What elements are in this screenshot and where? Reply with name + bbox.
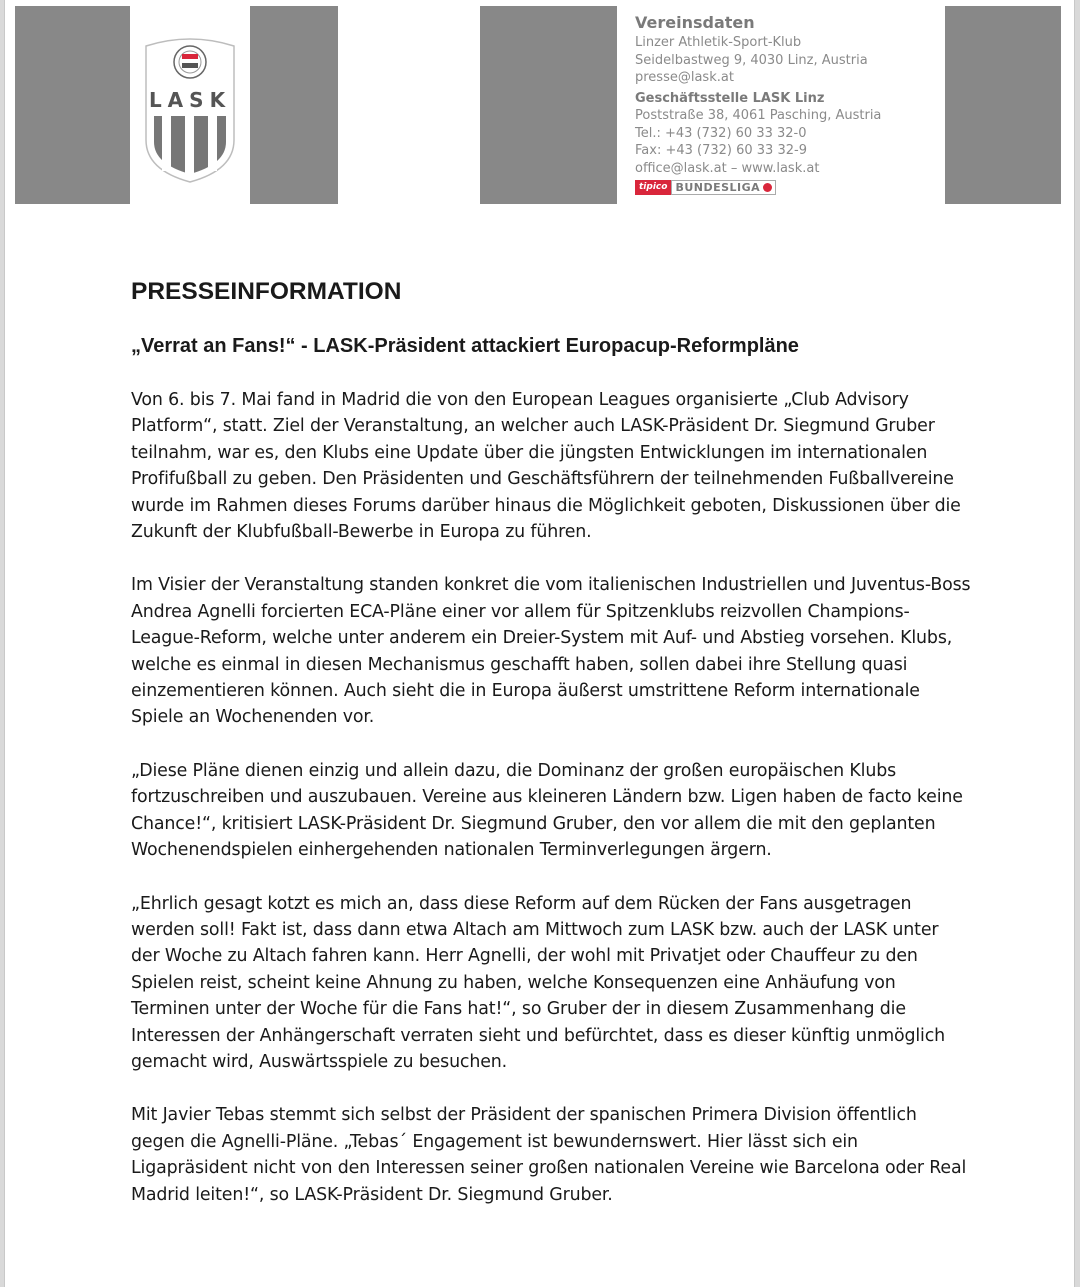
office-section-title: Geschäftsstelle LASK Linz xyxy=(635,90,825,106)
bundesliga-logo xyxy=(635,179,881,195)
office-phone: Tel.: +43 (732) 60 33 32-0 xyxy=(635,125,807,141)
document-page xyxy=(4,0,1075,1287)
paragraph: Im Visier der Veranstaltung standen konkret die vom italienischen Industriellen und Juventus-Boss Andrea Agnelli forcierten ECA-Pläne einer vor allem für Spitzenklubs reizvollen Champions-League-Reform, welche unter anderem ein Dreier-System mit Auf- und Abstieg vorsehen. Klubs, welche es einmal in diesen Mechanismus geschafft haben, sollen dabei ihre Stellung quasi einzementieren können. Auch sieht die in Europa äußerst umstrittene Reform internationale Spiele an Wochenenden vor. xyxy=(131,575,971,728)
paragraph: Von 6. bis 7. Mai fand in Madrid die von den European Leagues organisierte „Club Advisory Platform“, statt. Ziel der Veranstaltung, an welcher auch LASK-Präsident Dr. Siegmund Gruber teilnahm, war es, den Klubs eine Update über die jüngsten Entwicklungen im internationalen Profifußball zu geben. Den Präsidenten und Geschäftsführern der teilnehmenden Fußballvereine wurde im Rahmen dieses Forums darüber hinaus die Möglichkeit geboten, Diskussionen über die Zukunft der Klubfußball-Bewerbe in Europa zu führen. xyxy=(131,390,961,543)
lask-logo xyxy=(140,32,240,189)
document-subtitle: „Verrat an Fans!“ - LASK-Präsident attackiert Europacup-Reformpläne xyxy=(131,335,799,357)
header-bar-left xyxy=(15,6,130,204)
tipico-badge: tipico xyxy=(635,180,671,195)
logo-text: LASK xyxy=(148,88,232,112)
club-section-title: Vereinsdaten xyxy=(635,13,755,32)
club-email: presse@lask.at xyxy=(635,70,734,85)
bundesliga-text: BUNDESLIGA xyxy=(675,180,761,194)
document-body xyxy=(131,387,971,1208)
paragraph: Mit Javier Tebas stemmt sich selbst der Präsident der spanischen Primera Division öffentlich gegen die Agnelli-Pläne. „Tebas´ Engagement ist bewundernswert. Hier lässt sich ein Ligapräsident nicht von den Interessen seiner großen nationalen Vereine wie Barcelona oder Real Madrid leiten!“, so LASK-Präsident Dr. Siegmund Gruber. xyxy=(131,1105,967,1205)
paragraph: „Ehrlich gesagt kotzt es mich an, dass diese Reform auf dem Rücken der Fans ausgetragen werden soll! Fakt ist, dass dann etwa Altach am Mittwoch zum LASK bzw. auch der LASK unter der Woche zu Altach fahren kann. Herr Agnelli, der wohl mit Privatjet oder Chauffeur zu den Spielen reist, scheint keine Ahnung zu haben, welche Konsequenzen eine Anhäufung von Terminen unter der Woche für die Fans hat!“, so Gruber der in diesem Zusammenhang die Interessen der Anhängerschaft verraten sieht und befürchtet, dass es dieser künftig unmöglich gemacht wird, Auswärtsspiele zu besuchen. xyxy=(131,893,946,1072)
ball-icon xyxy=(763,183,772,192)
club-address: Seidelbastweg 9, 4030 Linz, Austria xyxy=(635,52,868,68)
header-bar-mid-left xyxy=(250,6,338,204)
document-content xyxy=(131,278,971,1225)
office-address: Poststraße 38, 4061 Pasching, Austria xyxy=(635,108,882,123)
office-fax: Fax: +43 (732) 60 33 32-9 xyxy=(635,143,807,158)
paragraph: „Diese Pläne dienen einzig und allein dazu, die Dominanz der großen europäischen Klubs fortzuschreiben und auszubauen. Vereine aus kleineren Ländern bzw. Ligen haben de facto keine Chance!“, kritisiert LASK-Präsident Dr. Siegmund Gruber, den vor allem die mit den geplanten Wochenendspielen einhergehenden nationalen Terminverlegungen ärgern. xyxy=(131,760,963,861)
club-info xyxy=(635,12,881,195)
document-title: PRESSEINFORMATION xyxy=(131,278,402,305)
header-bar-mid-right xyxy=(480,6,617,204)
header-bar-right xyxy=(945,6,1061,204)
club-name: Linzer Athletik-Sport-Klub xyxy=(635,35,802,50)
office-web: office@lask.at – www.lask.at xyxy=(635,160,820,176)
